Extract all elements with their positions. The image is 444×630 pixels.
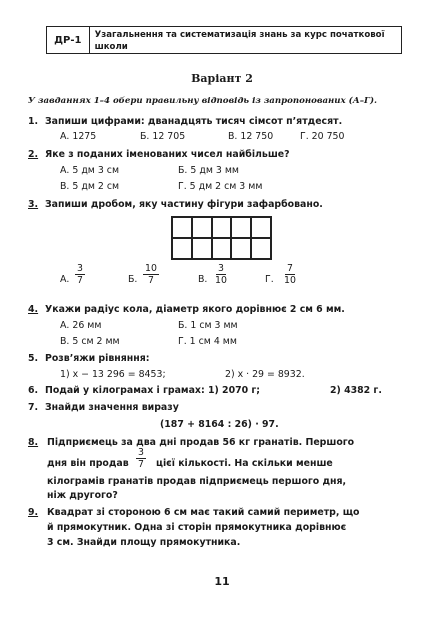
q2-option-a: А. 5 дм 3 см xyxy=(60,165,120,176)
figure-cell xyxy=(192,238,212,259)
q3-option-c-fraction xyxy=(213,263,229,286)
q5-number: 5. xyxy=(28,353,39,364)
shaded-figure xyxy=(171,216,272,260)
q1-number: 1. xyxy=(28,116,39,127)
q8-line-1: Підприємець за два дні продав 56 кг гранатів. Першого xyxy=(47,437,355,448)
fraction-denominator: 7 xyxy=(147,275,154,286)
q4-number: 4. xyxy=(28,304,39,315)
q3-option-a-label: А. xyxy=(60,274,70,285)
fraction-denominator: 10 xyxy=(215,275,227,286)
q8-number: 8. xyxy=(28,437,39,448)
q1-text: Запиши цифрами: дванадцять тисяч сімсот п’ятдесят. xyxy=(45,116,343,127)
q8-line-2a: дня він продав xyxy=(47,458,129,469)
fraction-numerator: 3 xyxy=(77,263,83,274)
q2-option-b: Б. 5 дм 3 мм xyxy=(178,165,239,176)
q1-option-d: Г. 20 750 xyxy=(300,131,345,142)
q4-text: Укажи радіус кола, діаметр якого дорівнює 2 см 6 мм. xyxy=(45,304,345,315)
q4-option-a: А. 26 мм xyxy=(60,320,102,331)
section-title: Узагальнення та систематизація знань за курс початкової школи xyxy=(94,30,385,52)
figure-cell xyxy=(212,238,232,259)
fraction-numerator: 3 xyxy=(217,263,224,274)
q6-text: Подай у кілограмах і грамах: 1) 2070 г; xyxy=(45,385,261,396)
q9-line-3: 3 см. Знайди площу прямокутника. xyxy=(47,537,241,548)
q7-expression: (187 + 8164 : 26) · 97. xyxy=(160,419,279,430)
q3-option-b-label: Б. xyxy=(128,274,138,285)
q9-line-2: й прямокутник. Одна зі сторін прямокутника дорівнює xyxy=(47,522,347,533)
q4-option-b: Б. 1 см 3 мм xyxy=(178,320,238,331)
q6-number: 6. xyxy=(28,385,39,396)
q8-line-3: кілограмів гранатів продав підприємець першого дня, xyxy=(47,476,347,487)
q9-line-1: Квадрат зі стороною 6 см має такий самий периметр, що xyxy=(47,507,360,518)
figure-cell xyxy=(231,238,251,259)
q3-option-d-fraction xyxy=(282,263,298,286)
figure-cell xyxy=(251,217,271,238)
q6-part-2: 2) 4382 г. xyxy=(330,385,382,396)
q3-number: 3. xyxy=(28,199,39,210)
fraction-numerator: 10 xyxy=(145,263,157,274)
section-header xyxy=(46,26,402,54)
q3-text: Запиши дробом, яку частину фігури зафарбовано. xyxy=(45,199,323,210)
q5-text: Розв’яжи рівняння: xyxy=(45,353,150,364)
q7-number: 7. xyxy=(28,402,39,413)
fraction-denominator: 7 xyxy=(77,275,83,286)
variant-title: Варіант 2 xyxy=(191,72,253,85)
q4-option-c: В. 5 см 2 мм xyxy=(60,336,120,347)
figure-cell xyxy=(231,217,251,238)
fraction-denominator: 10 xyxy=(284,275,296,286)
q9-number: 9. xyxy=(28,507,39,518)
q8-line-2b: цієї кількості. На скільки менше xyxy=(156,458,333,469)
q8-line-4: ніж другого? xyxy=(47,490,118,501)
q3-option-c-label: В. xyxy=(198,274,208,285)
q4-option-d: Г. 1 см 4 мм xyxy=(178,336,237,347)
q5-equation-2: 2) x · 29 = 8932. xyxy=(225,369,305,380)
q7-text: Знайди значення виразу xyxy=(45,402,179,413)
figure-cell xyxy=(251,238,271,259)
q8-fraction xyxy=(136,447,146,470)
fraction-denominator: 7 xyxy=(138,459,144,470)
page-number: 11 xyxy=(214,575,230,588)
figure-cell xyxy=(192,217,212,238)
q2-text: Яке з поданих іменованих чисел найбільше? xyxy=(45,149,290,160)
q2-option-d: Г. 5 дм 2 см 3 мм xyxy=(178,181,263,192)
fraction-numerator: 7 xyxy=(286,263,293,274)
q5-equation-1: 1) x − 13 296 = 8453; xyxy=(60,369,166,380)
q1-option-b: Б. 12 705 xyxy=(140,131,186,142)
q3-option-d-label: Г. xyxy=(265,274,274,285)
q1-option-a: А. 1275 xyxy=(60,131,97,142)
figure-cell xyxy=(212,217,232,238)
section-code: ДР-1 xyxy=(47,27,90,53)
figure-cell xyxy=(172,217,192,238)
q3-option-b-fraction xyxy=(143,263,159,286)
fraction-numerator: 3 xyxy=(138,447,144,458)
figure-cell xyxy=(172,238,192,259)
q2-number: 2. xyxy=(28,149,39,160)
q1-option-c: В. 12 750 xyxy=(228,131,274,142)
instructions: У завданнях 1–4 обери правильну відповідь із запропонованих (А–Г). xyxy=(28,96,378,106)
q2-option-c: В. 5 дм 2 см xyxy=(60,181,120,192)
q3-option-a-fraction xyxy=(75,263,85,286)
